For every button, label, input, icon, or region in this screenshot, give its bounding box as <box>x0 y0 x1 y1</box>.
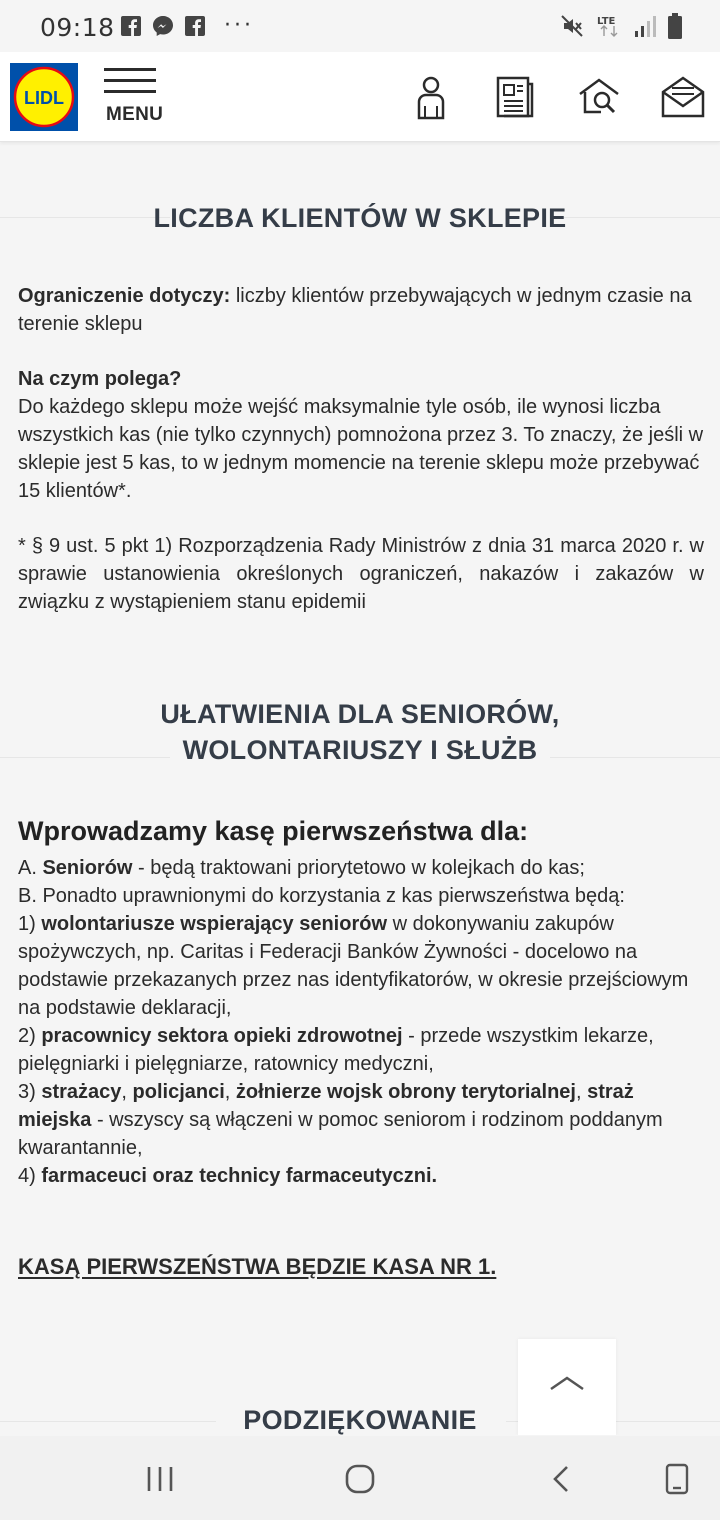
restriction-paragraph <box>18 282 704 338</box>
user-icon[interactable] <box>408 74 454 120</box>
restriction-label: Ograniczenie dotyczy: <box>18 285 231 307</box>
section-title-seniors <box>0 696 720 768</box>
list-item: B. Ponadto uprawnionymi do korzystania z kas pierwszeństwa będą: <box>18 885 625 907</box>
status-bar <box>0 0 720 52</box>
restriction-text: liczby klientów przebywających w jednym czasie na terenie sklepu <box>18 285 692 335</box>
system-icons <box>560 13 682 39</box>
section-title-customers: LICZBA KLIENTÓW W SKLEPIE <box>153 203 567 233</box>
list-bold: straż miejska <box>18 1081 634 1131</box>
facebook-icon <box>184 15 206 37</box>
status-time: 09:18 <box>40 13 115 42</box>
scroll-to-top-button[interactable] <box>518 1339 616 1435</box>
signal-icon <box>634 14 656 38</box>
priority-checkout-link[interactable]: KASĄ PIERWSZEŃSTWA BĘDZIE KASA NR 1. <box>18 1254 497 1279</box>
footnote: * § 9 ust. 5 pkt 1) Rozporządzenia Rady Ministrów z dnia 31 marca 2020 r. w sprawie ustanowienia określonych ograniczeń, nakazów i zakazów w związku z wystąpieniem stanu epidemii <box>18 535 704 613</box>
menu-button[interactable] <box>104 68 164 128</box>
more-notifications-icon: ··· <box>224 13 254 38</box>
system-nav-bar <box>0 1436 720 1520</box>
recent-apps-icon[interactable] <box>143 1462 177 1496</box>
facebook-icon <box>120 15 142 37</box>
section-title-line: WOLONTARIUSZY I SŁUŻB <box>182 735 538 765</box>
list-text: - przede wszystkim lekarze, pielęgniarki i pielęgniarze, ratownicy medyczni, <box>18 1025 654 1075</box>
list-sep: , <box>121 1081 133 1103</box>
site-header <box>0 52 720 142</box>
list-prefix: 2) <box>18 1025 42 1047</box>
list-text: w dokonywaniu zakupów spożywczych, np. Caritas i Federacji Banków Żywności - docelowo na podstawie przekazanych przez nas identyfikatorów, w okresie przejściowym na podstawie deklaracji, <box>18 913 689 1019</box>
list-bold: wolontariusze wspierający seniorów <box>41 913 388 935</box>
list-prefix: 1) <box>18 913 42 935</box>
hamburger-icon <box>104 68 160 93</box>
notification-icons <box>120 15 254 37</box>
list-prefix: 3) <box>18 1081 42 1103</box>
logo-text: LIDL <box>24 88 64 108</box>
section-title-thanks: PODZIĘKOWANIE <box>243 1405 477 1435</box>
list-item <box>18 1078 704 1162</box>
priority-list <box>18 854 704 1190</box>
page-content <box>0 143 720 1435</box>
lte-label: LTE <box>597 16 616 27</box>
messenger-icon <box>152 15 174 37</box>
menu-label: MENU <box>106 104 164 125</box>
home-icon[interactable] <box>343 1462 377 1496</box>
list-prefix: A. <box>18 857 43 879</box>
mute-icon <box>560 14 584 38</box>
rule-text: Do każdego sklepu może wejść maksymalnie tyle osób, ile wynosi liczba wszystkich kas (nie tylko czynnych) pomnożona przez 3. To znaczy, że jeśli w sklepie jest 5 kas, to w jednym momencie na terenie sklepu może przebywać 15 klientów*. <box>18 396 704 502</box>
lidl-logo[interactable] <box>10 63 78 131</box>
list-text: - będą traktowani priorytetowo w kolejkach do kas; <box>132 857 585 879</box>
priority-heading: Wprowadzamy kasę pierwszeństwa dla: <box>18 816 529 846</box>
list-bold: Seniorów <box>42 857 133 879</box>
battery-icon <box>668 13 682 39</box>
list-bold: strażacy <box>41 1081 122 1103</box>
list-item <box>18 910 704 1022</box>
rule-label: Na czym polega? <box>18 368 182 390</box>
list-item <box>18 1022 704 1078</box>
list-item <box>18 1162 704 1190</box>
list-sep: , <box>575 1081 588 1103</box>
list-bold: żołnierze wojsk obrony terytorialnej <box>235 1081 576 1103</box>
list-prefix: 4) <box>18 1165 42 1187</box>
list-bold: farmaceuci oraz technicy farmaceutyczni. <box>41 1165 438 1187</box>
leaflet-icon[interactable] <box>492 74 538 120</box>
rule-paragraph <box>18 365 704 505</box>
list-bold: policjanci <box>132 1081 225 1103</box>
store-search-icon[interactable] <box>576 74 622 120</box>
newsletter-icon[interactable] <box>660 74 706 120</box>
list-sep: , <box>224 1081 236 1103</box>
lte-icon <box>596 13 622 39</box>
list-item <box>18 854 704 882</box>
section-title-line: UŁATWIENIA DLA SENIORÓW, <box>160 699 560 729</box>
chevron-up-icon <box>518 1339 616 1435</box>
list-text: - wszyscy są włączeni w pomoc seniorom i rodzinom poddanym kwarantannie, <box>18 1109 663 1159</box>
keyboard-toggle-icon[interactable] <box>660 1462 694 1496</box>
list-bold: pracownicy sektora opieki zdrowotnej <box>41 1025 403 1047</box>
back-icon[interactable] <box>545 1462 579 1496</box>
